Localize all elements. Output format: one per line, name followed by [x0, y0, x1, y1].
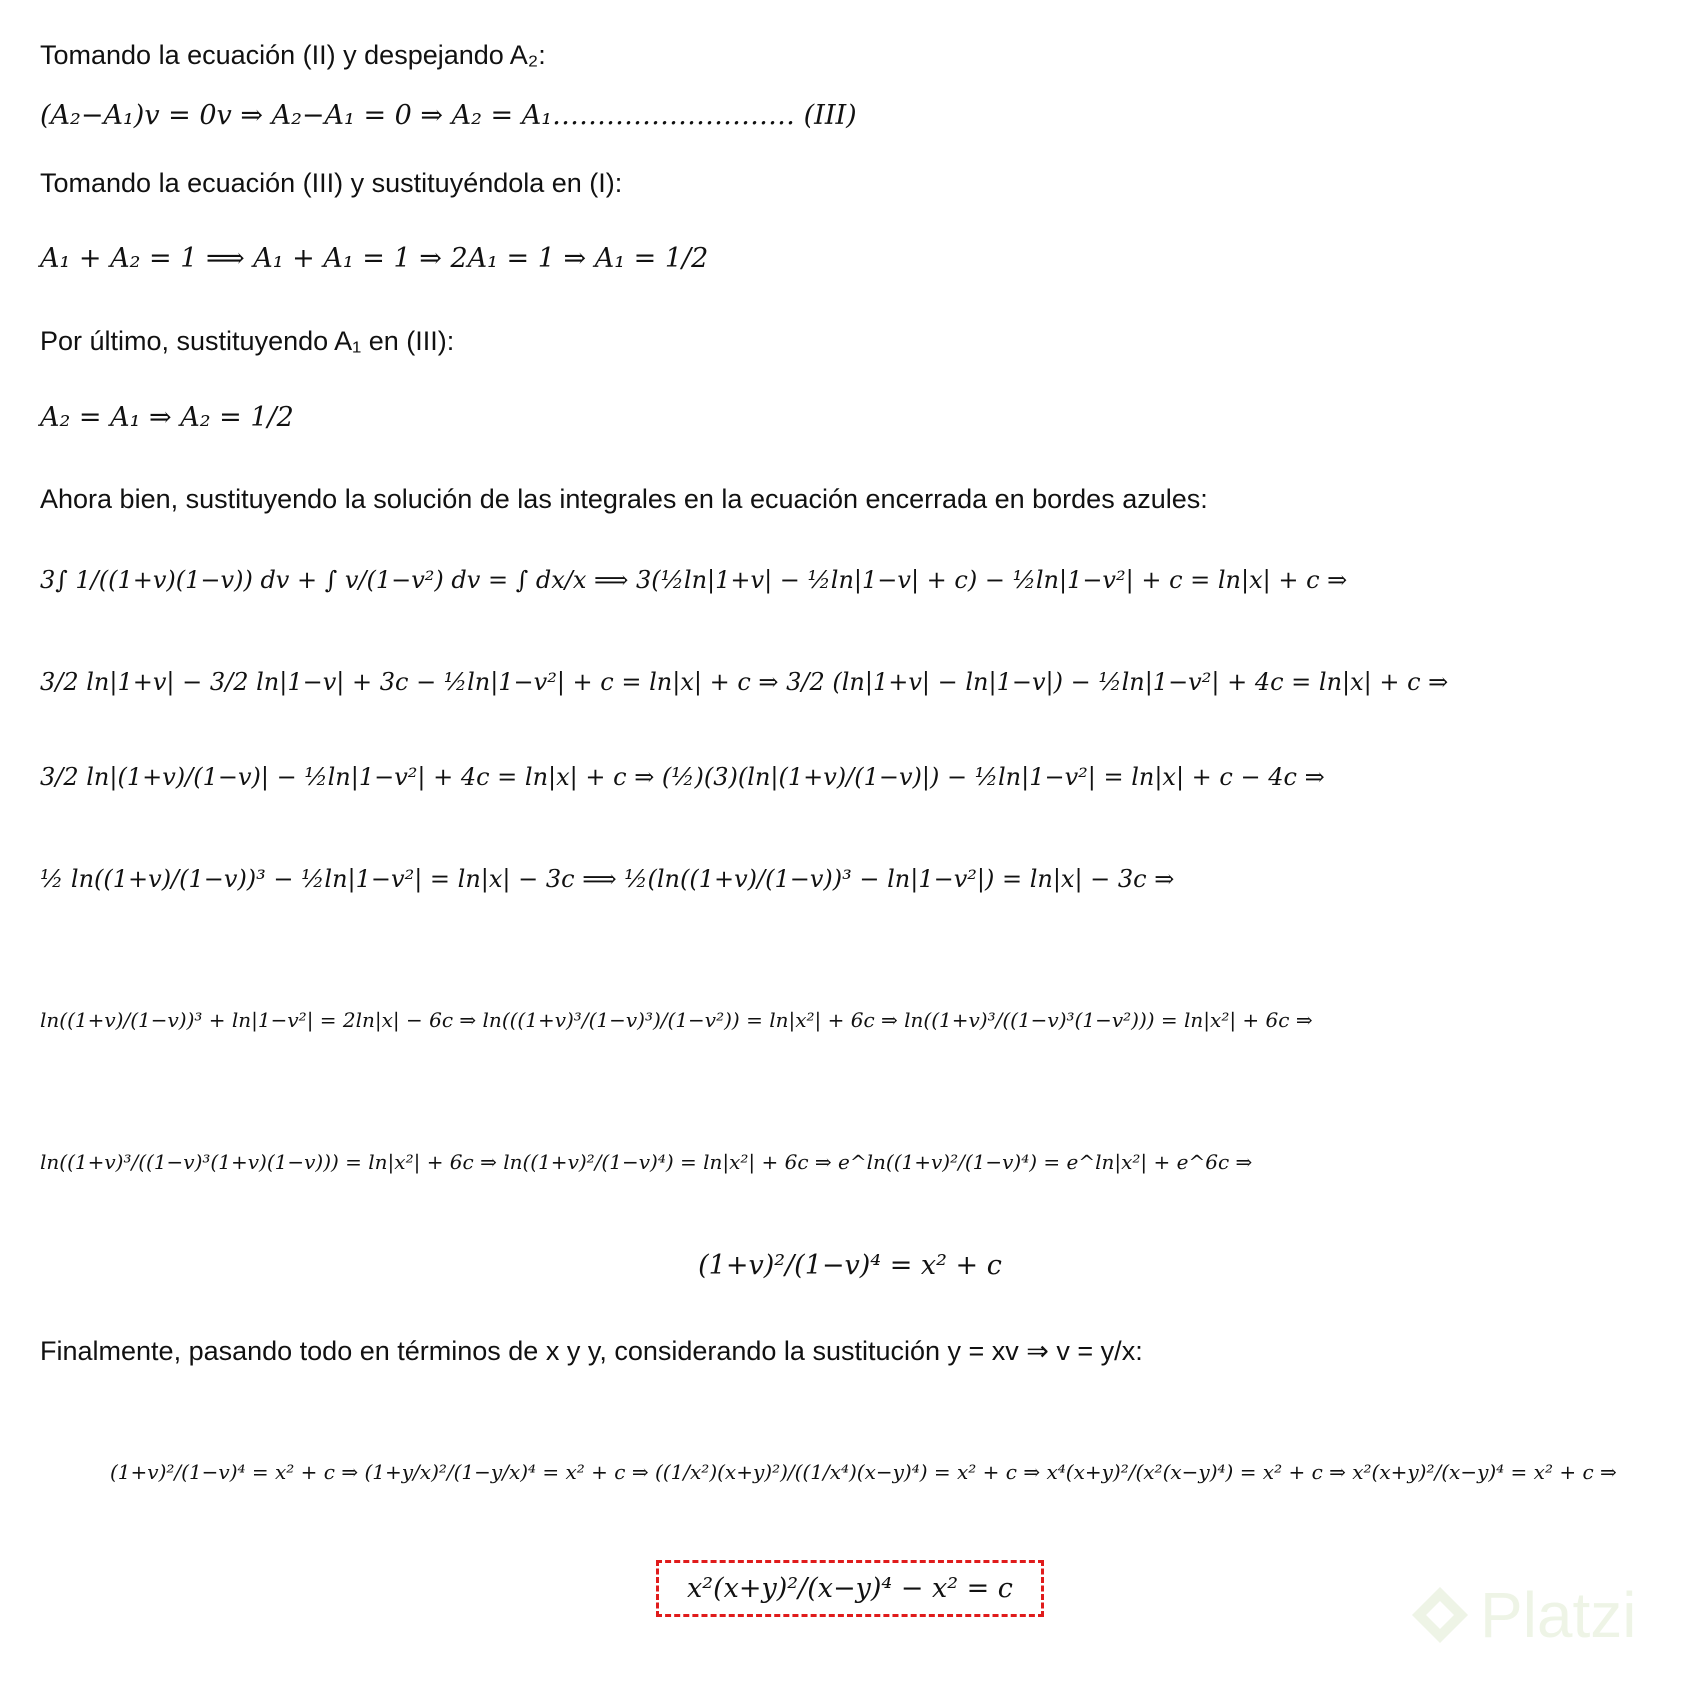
paragraph-3: [40, 326, 454, 357]
equation-1: [40, 100, 857, 131]
equation-1-text: (A₂−A₁)v = 0v ⇒ A₂−A₁ = 0 ⇒ A₂ = A₁……………………… (III): [40, 100, 857, 131]
equation-9: [40, 1150, 1252, 1174]
equation-4: [40, 566, 1347, 594]
watermark-text: Platzi: [1480, 1579, 1637, 1651]
equation-6: [40, 763, 1325, 791]
paragraph-2: [40, 168, 622, 199]
equation-10: [0, 1250, 1700, 1281]
paragraph-5-text: Finalmente, pasando todo en términos de x y y, considerando la sustitución y = xv ⇒ v = y/x:: [40, 1336, 1143, 1366]
equation-5-text: 3/2 ln|1+v| − 3/2 ln|1−v| + 3c − ½ln|1−v²| + c = ln|x| + c ⇒ 3/2 (ln|1+v| − ln|1−v|) − ½ln|1−v²| + 4c = ln|x| + c ⇒: [40, 668, 1449, 696]
equation-11-text: (1+v)²/(1−v)⁴ = x² + c ⇒ (1+y/x)²/(1−y/x)⁴ = x² + c ⇒ ((1/x²)(x+y)²)/((1/x⁴)(x−y)⁴) = x² + c ⇒ x⁴(x+y)²/(x²(x−y)⁴) = x² + c ⇒ x²(x+y)²/(x−y)⁴ = x² + c ⇒: [110, 1460, 1617, 1484]
equation-8: [40, 1008, 1313, 1032]
paragraph-4: [40, 484, 1208, 515]
equation-4-text: 3∫ 1/((1+v)(1−v)) dv + ∫ v/(1−v²) dv = ∫ dx/x ⟹ 3(½ln|1+v| − ½ln|1−v| + c) − ½ln|1−v²| + c = ln|x| + c ⇒: [40, 566, 1348, 594]
final-equation-text: x²(x+y)²/(x−y)⁴ − x² = c: [687, 1573, 1013, 1604]
paragraph-1: [40, 40, 546, 71]
paragraph-5: [40, 1336, 1143, 1367]
equation-8-text: ln((1+v)/(1−v))³ + ln|1−v²| = 2ln|x| − 6c ⇒ ln(((1+v)³/(1−v)³)/(1−v²)) = ln|x²| + 6c ⇒ ln((1+v)³/((1−v)³(1−v²))) = ln|x²| + 6c ⇒: [40, 1008, 1313, 1032]
equation-10-text: (1+v)²/(1−v)⁴ = x² + c: [698, 1250, 1002, 1281]
equation-2: [40, 243, 708, 274]
equation-3: [40, 402, 294, 433]
equation-3-text: A₂ = A₁ ⇒ A₂ = 1/2: [40, 402, 294, 433]
equation-9-text: ln((1+v)³/((1−v)³(1+v)(1−v))) = ln|x²| + 6c ⇒ ln((1+v)²/(1−v)⁴) = ln|x²| + 6c ⇒ e^ln((1+v)²/(1−v)⁴) = e^ln|x²| + e^6c ⇒: [40, 1150, 1253, 1174]
platzi-logo-icon: [1408, 1583, 1472, 1647]
equation-6-text: 3/2 ln|(1+v)/(1−v)| − ½ln|1−v²| + 4c = ln|x| + c ⇒ (½)(3)(ln|(1+v)/(1−v)|) − ½ln|1−v²| = ln|x| + c − 4c ⇒: [40, 763, 1325, 791]
equation-7-text: ½ ln((1+v)/(1−v))³ − ½ln|1−v²| = ln|x| − 3c ⟹ ½(ln((1+v)/(1−v))³ − ln|1−v²|) = ln|x| − 3c ⇒: [40, 865, 1175, 893]
equation-7: [40, 865, 1174, 893]
paragraph-1-text: Tomando la ecuación (II) y despejando A₂:: [40, 40, 546, 70]
final-result-box: [656, 1560, 1044, 1617]
equation-2-text: A₁ + A₂ = 1 ⟹ A₁ + A₁ = 1 ⇒ 2A₁ = 1 ⇒ A₁ = 1/2: [40, 243, 709, 274]
equation-11: [110, 1460, 1617, 1484]
paragraph-2-text: Tomando la ecuación (III) y sustituyéndola en (I):: [40, 168, 623, 198]
platzi-watermark: [1408, 1578, 1637, 1652]
paragraph-3-text: Por último, sustituyendo A₁ en (III):: [40, 326, 455, 356]
paragraph-4-text: Ahora bien, sustituyendo la solución de las integrales en la ecuación encerrada en bordes azules:: [40, 484, 1208, 514]
equation-5: [40, 668, 1448, 696]
